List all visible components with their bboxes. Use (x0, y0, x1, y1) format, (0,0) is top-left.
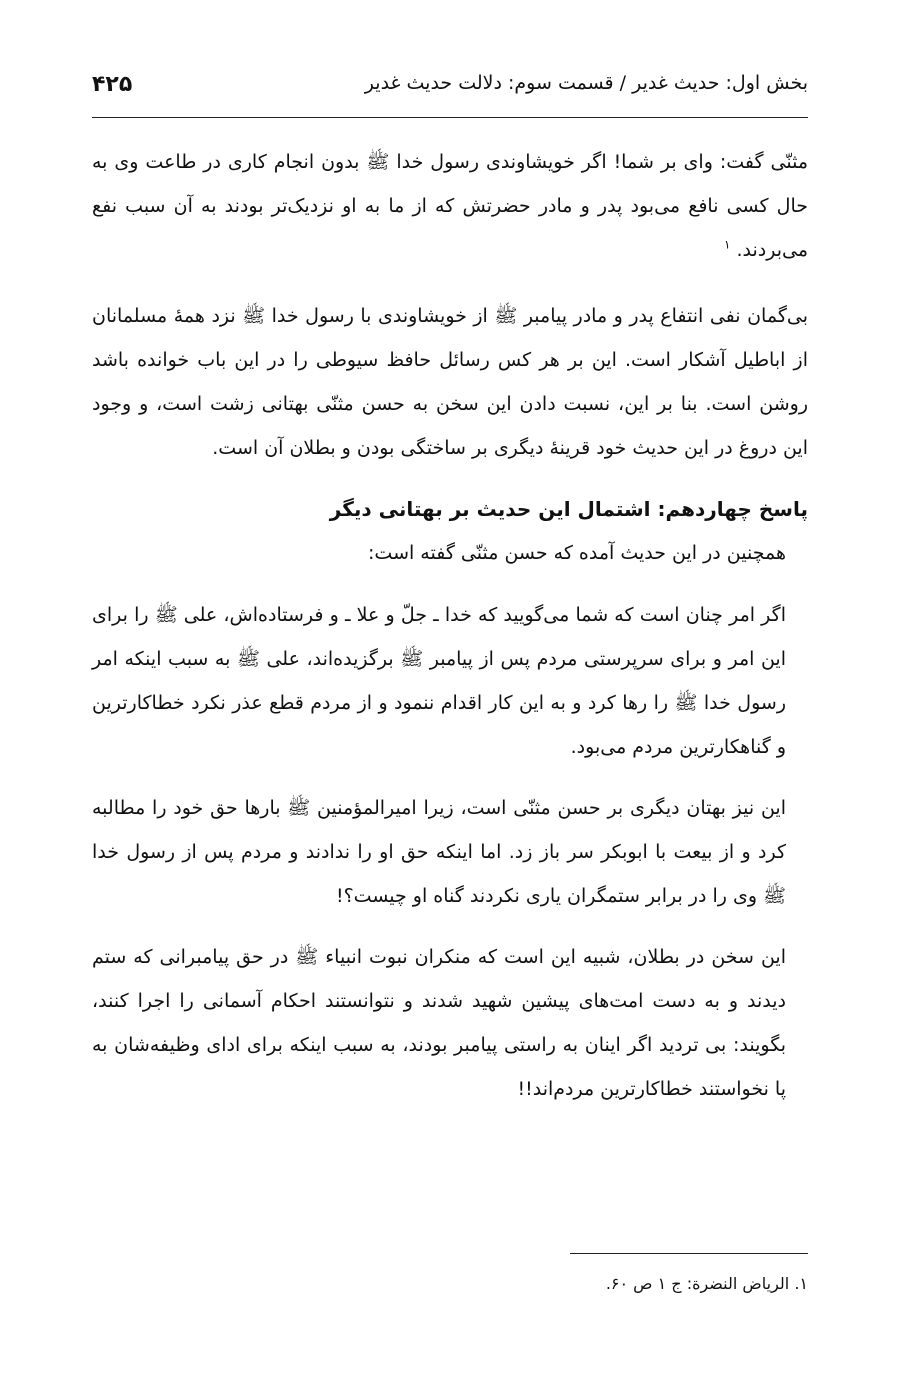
footnote-divider (570, 1253, 808, 1254)
footnote-reference: ۱ (723, 237, 731, 252)
page-body (92, 140, 808, 1128)
paragraph-second-slander: این نیز بهتان دیگری بر حسن مثنّی است، زیرا امیرالمؤمنین ﷺ بارها حق خود را مطالبه کرد و از بیعت با ابوبکر سر باز زد. اما اینکه حق او را ندادند و مردم پس از رسول خدا ﷺ وی را در برابر ستمگران یاری نکردند گناه او چیست؟! (92, 797, 786, 907)
page-header (92, 72, 808, 112)
section-heading: پاسخ چهاردهم: اشتمال این حدیث بر بهتانی دیگر (329, 497, 808, 521)
quoted-passage: اگر امر چنان است که شما می‌گویید که خدا ـ جلّ و علا ـ و فرستاده‌اش، علی ﷺ را برای این امر و برای سرپرستی مردم پس از پیامبر ﷺ برگزیده‌اند، علی ﷺ به سبب اینکه امر رسول خدا ﷺ را رها کرد و به این کار اقدام ننمود و از مردم قطع عذر نکرد خطاکارترین و گناهکارترین مردم می‌بود. (92, 604, 786, 758)
paragraph-muthanna-saying (92, 140, 808, 272)
header-divider (92, 117, 808, 118)
paragraph-text: مثنّی گفت: وای بر شما! اگر خویشاوندی رسول خدا ﷺ بدون انجام کاری در طاعت وی به حال کسی نافع می‌بود پدر و مادر حضرتش که از ما به او نزدیک‌تر بودند به آن سبب نفع می‌بردند. (92, 151, 808, 261)
running-title: بخش اول: حدیث غدیر / قسمت سوم: دلالت حدیث غدیر (364, 72, 808, 94)
paragraph-refutation: بی‌گمان نفی انتفاع پدر و مادر پیامبر ﷺ از خویشاوندی با رسول خدا ﷺ نزد همهٔ مسلمانان از اباطیل آشکار است. این بر هر کس رسائل حافظ سیوطی را در این باب خوانده باشد روشن است. بنا بر این، نسبت دادن این سخن به حسن مثنّی بهتانی زشت است، و وجود این دروغ در این حدیث خود قرینهٔ دیگری بر ساختگی بودن و بطلان آن است. (92, 305, 808, 459)
page-number: ۴۲۵ (92, 72, 133, 97)
footnote: ۱. الریاض النضرة: ج ۱ ص ۶۰. (605, 1274, 808, 1293)
paragraph-analogy: این سخن در بطلان، شبیه این است که منکران نبوت انبیاء ﷺ در حق پیامبرانی که ستم دیدند و به دست امت‌های پیشین شهید شدند و نتوانستند احکام آسمانی را اجرا کنند، بگویند: بی تردید اگر اینان به راستی پیامبر بودند، به سبب اینکه برای ادای وظیفه‌شان به پا نخواستند خطاکارترین مردم‌اند!! (92, 946, 786, 1100)
quote-intro: همچنین در این حدیث آمده که حسن مثنّی گفته است: (368, 542, 786, 564)
